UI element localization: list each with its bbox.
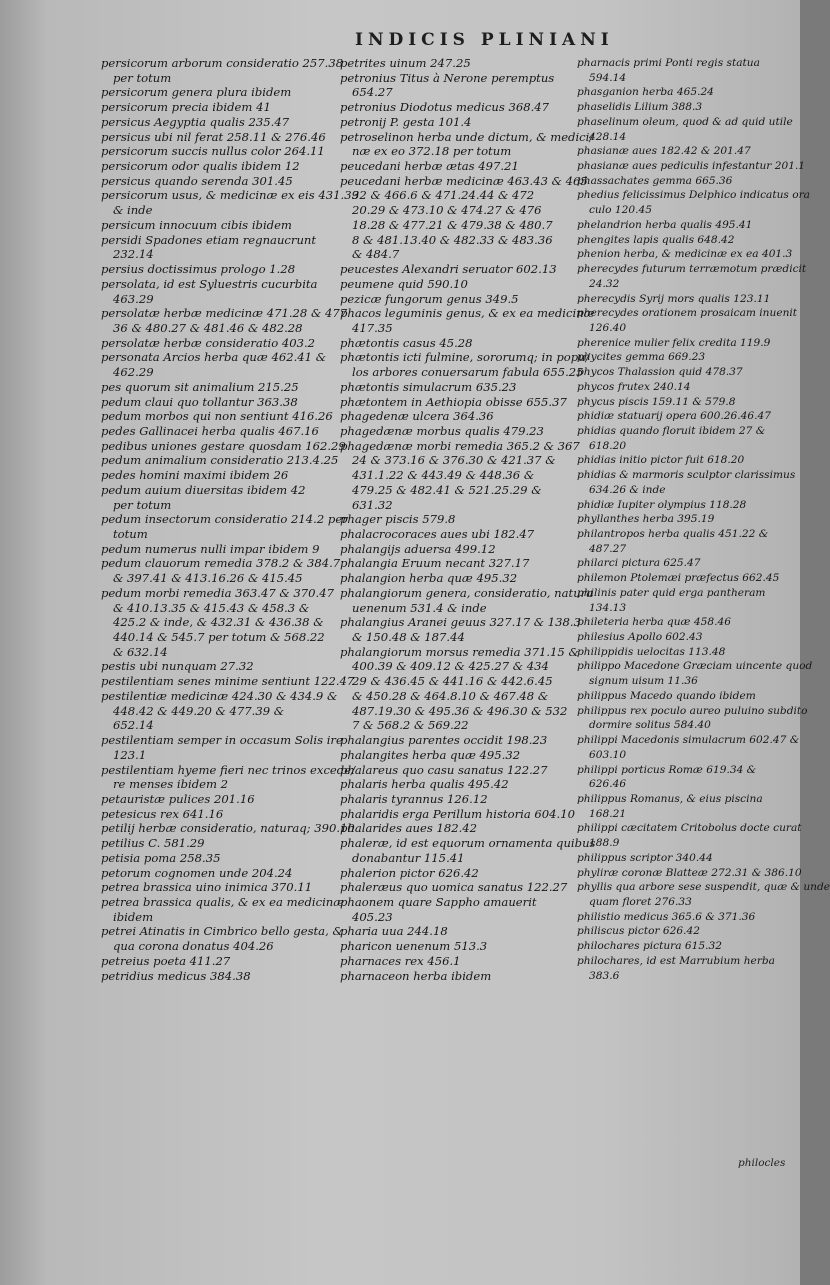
index-entry: 479.25 & 482.41 & 521.25.29 & <box>352 482 542 497</box>
index-entry: 440.14 & 545.7 per totum & 568.22 <box>113 630 325 645</box>
index-entry: phenion herba, & medicinæ ex ea 401.3 <box>577 248 793 261</box>
index-entry: persolata, id est Syluestris cucurbita <box>101 276 318 291</box>
index-entry: persicorum odor qualis ibidem 12 <box>101 159 300 174</box>
index-entry: pherecydis Syrij mors qualis 123.11 <box>577 292 771 305</box>
index-entry: persolatæ herbæ consideratio 403.2 <box>101 335 316 350</box>
index-entry: pedum numerus nulli impar ibidem 9 <box>101 541 320 556</box>
index-entry: pedibus uniones gestare quosdam 162.29 <box>101 438 346 453</box>
index-entry: phalangites herba quæ 495.32 <box>340 747 521 762</box>
index-entry: 487.19.30 & 495.36 & 496.30 & 532 <box>352 703 568 718</box>
index-entry: peucestes Alexandri seruator 602.13 <box>340 262 557 277</box>
index-entry: pherecydes futurum terræmotum prædicit <box>577 263 807 276</box>
index-entry: 32 & 466.6 & 471.24.44 & 472 <box>352 188 535 203</box>
index-entry: pedum animalium consideratio 213.4.25 <box>101 453 339 468</box>
index-entry: & inde <box>113 203 153 218</box>
index-entry: phalangia Eruum necant 327.17 <box>340 556 530 571</box>
index-entry: petesicus rex 641.16 <box>101 806 224 821</box>
index-entry: los arbores conuersarum fabula 655.25 <box>352 365 584 380</box>
index-entry: pedum claui quo tollantur 363.38 <box>101 394 298 409</box>
index-entry: phaleræ, id est equorum ornamenta quibus <box>340 836 596 851</box>
index-entry: personata Arcios herba quæ 462.41 & <box>101 350 327 365</box>
index-entry: uenenum 531.4 & inde <box>352 600 487 615</box>
index-entry: peucedani herbæ ætas 497.21 <box>340 159 519 174</box>
index-entry: petrea brassica uino inimica 370.11 <box>101 880 313 895</box>
index-entry: persicorum usus, & medicinæ ex eis 431.39 <box>101 188 359 203</box>
index-entry: pedum clauorum remedia 378.2 & 384.7 <box>101 556 341 571</box>
index-entry: 134.13 <box>589 601 627 614</box>
index-entry: & 150.48 & 187.44 <box>352 630 465 645</box>
index-entry: pedes Gallinacei herba qualis 467.16 <box>101 423 319 438</box>
index-entry: phalangiorum genera, consideratio, natura <box>340 585 594 600</box>
index-entry: 652.14 <box>113 718 154 733</box>
index-entry: 463.29 <box>113 291 154 306</box>
index-entry: phyllanthes herba 395.19 <box>577 513 715 526</box>
index-entry: phaselinum oleum, quod & ad quid utile <box>577 115 793 128</box>
index-entry: philinis pater quid erga pantheram <box>577 586 766 599</box>
index-entry: 626.46 <box>589 778 627 791</box>
index-entry: quam floret 276.33 <box>589 895 692 908</box>
index-entry: totum <box>113 527 148 541</box>
index-entry: 603.10 <box>589 748 627 761</box>
index-entry: qua corona donatus 404.26 <box>113 939 274 954</box>
index-entry: phalaris tyrannus 126.12 <box>340 791 488 806</box>
index-entry: pedum morbi remedia 363.47 & 370.47 <box>101 585 334 600</box>
index-entry: philistio medicus 365.6 & 371.36 <box>577 910 756 923</box>
index-entry: petauristæ pulices 201.16 <box>101 791 255 806</box>
index-entry: pestilentiam senes minime sentiunt 122.47 <box>101 674 355 689</box>
index-entry: 448.42 & 449.20 & 477.39 & <box>113 703 285 718</box>
index-entry: petronius Titus à Nerone peremptus <box>340 70 555 85</box>
index-entry: phyliræ coronæ Blatteæ 272.31 & 386.10 <box>577 866 802 879</box>
index-entry: 417.35 <box>352 320 393 335</box>
index-entry: phætontis icti fulmine, sororumq; in popu/ <box>340 350 590 365</box>
index-entry: phasianæ aues 182.42 & 201.47 <box>577 145 751 158</box>
index-entry: persicus ubi nil ferat 258.11 & 276.46 <box>101 129 326 144</box>
index-entry: pezicæ fungorum genus 349.5 <box>340 291 519 306</box>
index-entry: 24 & 373.16 & 376.30 & 421.37 & <box>352 453 556 468</box>
index-entry: persius doctissimus prologo 1.28 <box>101 262 296 277</box>
index-entry: 400.39 & 409.12 & 425.27 & 434 <box>352 659 549 674</box>
index-entry: pestis ubi nunquam 27.32 <box>101 659 254 674</box>
index-entry: petronius Diodotus medicus 368.47 <box>340 100 550 115</box>
index-entry: phalangiorum morsus remedia 371.15 & <box>340 644 579 659</box>
index-entry: phalerion pictor 626.42 <box>340 865 479 880</box>
index-entry: petridius medicus 384.38 <box>101 968 251 983</box>
index-entry: philippus rex poculo aureo puluino subdito <box>577 704 808 717</box>
index-entry: pherecydes orationem prosaicam inuenit <box>577 307 798 320</box>
index-entry: culo 120.45 <box>589 204 652 217</box>
index-entry: 188.9 <box>589 837 620 850</box>
index-entry: phycos frutex 240.14 <box>577 380 691 393</box>
index-entry: 431.1.22 & 443.49 & 448.36 & <box>352 468 535 483</box>
index-entry: phedius felicissimus Delphico indicatus ora <box>577 189 810 202</box>
index-entry: pedum auium diuersitas ibidem 42 <box>101 482 306 497</box>
index-entry: phycites gemma 669.23 <box>577 351 706 364</box>
index-entry: phagedænæ morbus qualis 479.23 <box>340 423 544 438</box>
index-entry: pharnaceon herba ibidem <box>340 968 492 983</box>
index-entry: & 410.13.35 & 415.43 & 458.3 & <box>113 600 310 615</box>
index-entry: 487.27 <box>589 542 627 555</box>
index-entry: 20.29 & 473.10 & 474.27 & 476 <box>352 203 542 218</box>
index-entry: peumene quid 590.10 <box>340 276 468 291</box>
index-entry: petrei Atinatis in Cimbrico bello gesta, & <box>101 924 343 939</box>
index-entry: persolatæ herbæ medicinæ 471.28 & 477 <box>101 306 348 321</box>
index-entry: per totum <box>113 70 172 85</box>
index-entry: phalangius parentes occidit 198.23 <box>340 733 548 748</box>
index-entry: phacos leguminis genus, & ex ea medicinæ <box>340 306 595 321</box>
index-entry: philippi porticus Romæ 619.34 & <box>577 763 757 776</box>
index-entry: phycos Thalassion quid 478.37 <box>577 366 743 379</box>
index-entry: 232.14 <box>113 247 154 262</box>
index-entry: phalareus quo casu sanatus 122.27 <box>340 762 548 777</box>
index-entry: phagedenæ ulcera 364.36 <box>340 409 494 424</box>
index-entry: phalangijs aduersa 499.12 <box>340 541 496 556</box>
index-entry: 654.27 <box>352 85 393 100</box>
index-entry: phætontem in Aethiopia obisse 655.37 <box>340 394 567 409</box>
index-entry: phyllis qua arbore sese suspendit, quæ & unde <box>577 881 830 894</box>
index-entry: per totum <box>113 497 172 512</box>
index-entry: pharnaces rex 456.1 <box>340 953 461 968</box>
index-entry: persidi Spadones etiam regnaucrunt <box>101 232 317 247</box>
index-entry: phaselidis Lilium 388.3 <box>577 101 703 114</box>
index-entry: petrites uinum 247.25 <box>340 56 471 70</box>
index-entry: phasganion herba 465.24 <box>577 86 714 99</box>
index-entry: petilius C. 581.29 <box>101 836 205 851</box>
index-entry: phalangius Aranei geuus 327.17 & 138.3 <box>340 615 581 630</box>
index-entry: 126.40 <box>589 321 627 334</box>
index-entry: & 450.28 & 464.8.10 & 467.48 & <box>352 688 549 703</box>
index-entry: pedum insectorum consideratio 214.2 per <box>101 512 348 527</box>
index-entry: phidiæ Iupiter olympius 118.28 <box>577 498 747 511</box>
index-entry: & 632.14 <box>113 644 168 659</box>
index-entry: peucedani herbæ medicinæ 463.43 & 465 <box>340 173 588 188</box>
index-entry: phaleræus quo uomica sanatus 122.27 <box>340 880 568 895</box>
index-entry: petorum cognomen unde 204.24 <box>101 865 293 880</box>
index-entry: 36 & 480.27 & 481.46 & 482.28 <box>113 320 303 335</box>
index-entry: pherenice mulier felix credita 119.9 <box>577 336 771 349</box>
index-entry: phidias & marmoris sculptor clarissimus <box>577 469 796 482</box>
index-entry: donabantur 115.41 <box>352 850 465 865</box>
index-entry: philemon Ptolemæi præfectus 662.45 <box>577 572 780 585</box>
index-entry: petronij P. gesta 101.4 <box>340 114 472 129</box>
index-entry: phalaris herba qualis 495.42 <box>340 777 509 792</box>
index-entry: petreius poeta 411.27 <box>101 953 231 968</box>
index-entry: phelandrion herba qualis 495.41 <box>577 218 753 231</box>
index-entry: pestilentiam semper in occasum Solis ire <box>101 733 343 748</box>
index-column-left <box>101 56 359 983</box>
index-entry: persicum innocuum cibis ibidem <box>101 217 292 232</box>
index-entry: dormire solitus 584.40 <box>589 719 711 732</box>
index-entry: persicorum precia ibidem 41 <box>101 100 271 115</box>
index-entry: 18.28 & 477.21 & 479.38 & 480.7 <box>352 217 553 232</box>
index-entry: phalangion herba quæ 495.32 <box>340 571 518 586</box>
index-entry: 618.20 <box>589 439 627 452</box>
index-entry: pedum morbos qui non sentiunt 416.26 <box>101 409 333 424</box>
index-entry: 462.29 <box>113 365 154 380</box>
index-entry: philippi Macedonis simulacrum 602.47 & <box>577 734 800 747</box>
index-entry: petroselinon herba unde dictum, & medici/ <box>340 129 594 144</box>
index-entry: phætontis casus 45.28 <box>340 335 473 350</box>
index-entry: phycus piscis 159.11 & 579.8 <box>577 395 736 408</box>
index-entry: 8 & 481.13.40 & 482.33 & 483.36 <box>352 232 553 247</box>
index-entry: philippidis uelocitas 113.48 <box>577 645 726 658</box>
index-entry: 123.1 <box>113 747 147 762</box>
index-entry: pedes homini maximi ibidem 26 <box>101 468 289 483</box>
index-entry: philippus Macedo quando ibidem <box>577 689 756 702</box>
index-entry: 428.14 <box>589 130 627 143</box>
index-entry: phidiæ statuarij opera 600.26.46.47 <box>577 410 771 423</box>
index-entry: phassachates gemma 665.36 <box>577 174 733 187</box>
index-entry: philippus Romanus, & eius piscina <box>577 792 763 805</box>
index-entry: signum uisum 11.36 <box>589 675 698 688</box>
index-entry: persicus quando serenda 301.45 <box>101 173 293 188</box>
index-entry: phasianæ aues pediculis infestantur 201.1 <box>577 160 806 173</box>
index-entry: & 484.7 <box>352 247 400 262</box>
index-entry: philiscus pictor 626.42 <box>577 925 701 938</box>
index-entry: phætontis simulacrum 635.23 <box>340 379 517 394</box>
index-entry: phidias initio pictor fuit 618.20 <box>577 454 745 467</box>
index-entry: & 397.41 & 413.16.26 & 415.45 <box>113 571 303 586</box>
index-entry: philantropos herba qualis 451.22 & <box>577 528 769 540</box>
index-entry: philesius Apollo 602.43 <box>577 631 703 644</box>
index-entry: persicorum succis nullus color 264.11 <box>101 144 325 159</box>
index-entry: phalaridis erga Perillum historia 604.10 <box>340 806 575 821</box>
catchword: philocles <box>738 1157 786 1169</box>
index-entry: 405.23 <box>352 909 393 924</box>
index-entry: 24.32 <box>589 277 620 290</box>
index-entry: phaonem quare Sappho amauerit <box>340 894 537 909</box>
index-entry: persicus Aegyptia qualis 235.47 <box>101 114 290 129</box>
index-entry: persicorum genera plura ibidem <box>101 85 292 100</box>
index-column-right <box>577 56 830 983</box>
index-entry: 29 & 436.45 & 441.16 & 442.6.45 <box>352 674 553 689</box>
index-entry: pestilentiam hyeme fieri nec trinos excede/ <box>101 762 355 777</box>
index-entry: ibidem <box>113 909 154 924</box>
index-entry: phidias quando floruit ibidem 27 & <box>577 424 766 437</box>
index-entry: pharicon uenenum 513.3 <box>340 939 488 954</box>
index-entry: phalarides aues 182.42 <box>340 821 478 836</box>
index-entry: pes quorum sit animalium 215.25 <box>101 379 299 394</box>
index-entry: persicorum arborum consideratio 257.38 <box>101 56 344 70</box>
index-entry: 634.26 & inde <box>589 483 666 496</box>
running-head: INDICIS PLINIANI <box>355 30 614 50</box>
index-entry: philippus scriptor 340.44 <box>577 851 713 864</box>
index-entry: pharia uua 244.18 <box>340 924 448 939</box>
index-entry: 594.14 <box>589 71 627 84</box>
index-entry: phagedænæ morbi remedia 365.2 & 367 <box>340 438 580 453</box>
index-entry: 425.2 & inde, & 432.31 & 436.38 & <box>113 615 324 630</box>
index-entry: phengites lapis qualis 648.42 <box>577 233 735 246</box>
index-entry: 168.21 <box>589 807 627 820</box>
index-entry: petrea brassica qualis, & ex ea medicinæ <box>101 894 345 909</box>
index-entry: 7 & 568.2 & 569.22 <box>352 718 469 733</box>
index-column-middle <box>340 56 596 983</box>
index-entry: philochares, id est Marrubium herba <box>577 954 775 967</box>
index-entry: phager piscis 579.8 <box>340 512 456 527</box>
index-entry: phileteria herba quæ 458.46 <box>577 616 731 629</box>
index-entry: philippi cæcitatem Critobolus docte curat <box>577 822 802 835</box>
index-entry: philochares pictura 615.32 <box>577 940 722 953</box>
index-entry: phalacrocoraces aues ubi 182.47 <box>340 527 535 541</box>
index-entry: philippo Macedone Græciam uincente quod <box>577 660 813 673</box>
index-entry: re menses ibidem 2 <box>113 777 229 792</box>
index-entry: philarci pictura 625.47 <box>577 557 701 570</box>
index-entry: pharnacis primi Ponti regis statua <box>577 57 760 69</box>
index-entry: pestilentiæ medicinæ 424.30 & 434.9 & <box>101 688 338 703</box>
index-entry: petisia poma 258.35 <box>101 850 221 865</box>
index-entry: 383.6 <box>589 969 620 982</box>
index-entry: petilij herbæ consideratio, naturaq; 390.10 <box>101 821 355 836</box>
index-entry: næ ex eo 372.18 per totum <box>352 144 512 159</box>
index-entry: 631.32 <box>352 497 393 512</box>
